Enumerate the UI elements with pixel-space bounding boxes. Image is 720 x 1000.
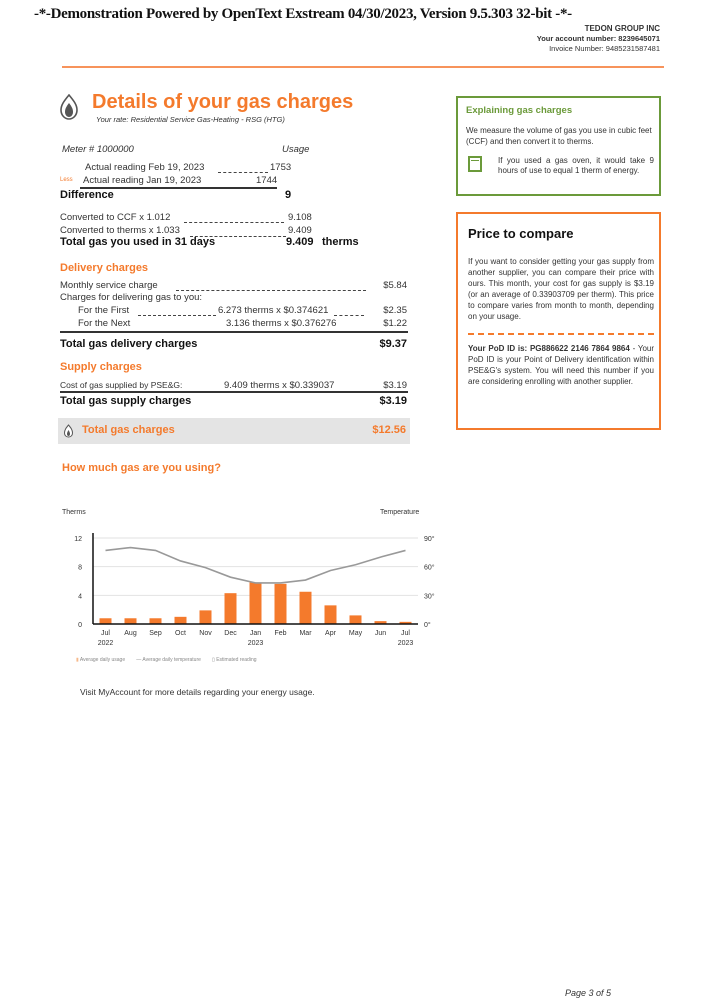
- pod-text: - Your PoD ID is your Point of Delivery identification within PSE&G's system. You will need this number if you are considering enrolling with another supplier.: [468, 344, 655, 386]
- svg-text:60°: 60°: [424, 564, 435, 572]
- svg-text:2022: 2022: [97, 640, 114, 647]
- therms-value: 9.409: [288, 225, 312, 236]
- pod-id: Your PoD ID is: PG886622 2146 7864 9864: [468, 344, 630, 353]
- svg-text:Dec: Dec: [224, 630, 237, 637]
- leader-dots: [218, 172, 268, 173]
- leader-dots: [184, 222, 284, 223]
- delivery-total-label: Total gas delivery charges: [60, 338, 198, 350]
- svg-text:12: 12: [74, 536, 82, 543]
- company-name: TEDON GROUP INC: [584, 24, 660, 33]
- reading1-value: 1753: [270, 162, 292, 173]
- supply-cost-label: Cost of gas supplied by PSE&G:: [60, 380, 183, 390]
- ccf-label: Converted to CCF x 1.012: [60, 212, 171, 223]
- supply-underline: [60, 391, 408, 393]
- total-gas-label: Total gas charges: [82, 424, 175, 436]
- temperature-axis-label: Temperature: [380, 509, 420, 516]
- svg-text:4: 4: [78, 593, 82, 601]
- reading2-value: 1744: [256, 175, 278, 186]
- price-compare-text: If you want to consider getting your gas supply from another supplier, you can compare their price with ours. This month, your cost for gas supply is $3.19 (or an average of 0.33903709 per therm). This price to compare varies from month to month, depending on your usage.: [468, 257, 654, 321]
- account-number: Your account number: 8239645071: [536, 34, 660, 43]
- page-number: Page 3 of 5: [565, 988, 612, 998]
- supply-cost-value: $3.19: [383, 380, 407, 391]
- therms-label: Converted to therms x 1.033: [60, 225, 180, 236]
- reading2-label: Actual reading Jan 19, 2023: [83, 175, 202, 186]
- delivery-underline: [60, 331, 408, 333]
- oven-text: If you used a gas oven, it would take 9 hours of use to equal 1 therm of energy.: [498, 156, 654, 175]
- dashed-divider: [468, 333, 654, 335]
- leader-dots: [138, 315, 216, 316]
- svg-text:Aug: Aug: [124, 630, 137, 637]
- svg-text:Sep: Sep: [149, 630, 162, 637]
- total-used-label: Total gas you used in 31 days: [60, 236, 216, 248]
- gas-flame-icon: [60, 94, 78, 120]
- visit-myaccount-text: Visit MyAccount for more details regarding your energy usage.: [80, 687, 315, 697]
- pod-info: [468, 343, 654, 387]
- svg-text:0°: 0°: [424, 622, 431, 629]
- delivering-label: Charges for delivering gas to you:: [60, 292, 203, 303]
- account-header: [537, 24, 660, 54]
- svg-text:Jul: Jul: [401, 630, 410, 637]
- svg-text:Jun: Jun: [374, 630, 387, 637]
- first-label: For the First: [78, 305, 130, 316]
- delivery-total-value: $9.37: [379, 338, 407, 350]
- total-used-value: 9.409: [286, 236, 314, 248]
- supply-cost-calc: 9.409 therms x $0.339037: [224, 380, 335, 391]
- demo-banner: -*-Demonstration Powered by OpenText Exstream 04/30/2023, Version 9.5.303 32-bit -*-: [34, 6, 572, 22]
- gas-flame-icon: [64, 424, 73, 438]
- header-divider: [62, 66, 664, 68]
- svg-text:0: 0: [78, 622, 82, 629]
- price-to-compare-box: [456, 212, 661, 430]
- svg-text:Feb: Feb: [274, 630, 287, 637]
- monthly-label: Monthly service charge: [60, 280, 158, 291]
- invoice-number: Invoice Number: 9485231587481: [549, 44, 660, 53]
- svg-text:30°: 30°: [424, 593, 435, 601]
- svg-text:90°: 90°: [424, 536, 435, 543]
- svg-text:2023: 2023: [397, 640, 414, 647]
- explaining-gas-charges-box: [456, 96, 661, 196]
- svg-text:May: May: [348, 630, 363, 637]
- usage-chart: [56, 525, 446, 650]
- ccf-value: 9.108: [288, 212, 312, 223]
- svg-text:Mar: Mar: [299, 630, 312, 637]
- reading1-label: Actual reading Feb 19, 2023: [85, 162, 205, 173]
- next-calc: 3.136 therms x $0.376276: [226, 318, 337, 329]
- page-title: Details of your gas charges: [92, 91, 354, 113]
- therms-axis-label: Therms: [62, 509, 86, 516]
- usage-heading: How much gas are you using?: [62, 462, 221, 474]
- less-label: Less: [60, 177, 73, 183]
- price-compare-heading: Price to compare: [468, 226, 574, 241]
- first-value: $2.35: [383, 305, 407, 316]
- svg-text:2023: 2023: [247, 640, 264, 647]
- rate-text: Your rate: Residential Service Gas-Heating - RSG (HTG): [96, 115, 285, 124]
- svg-text:Oct: Oct: [175, 630, 186, 637]
- temperature-line: [106, 548, 406, 583]
- supply-heading: Supply charges: [60, 361, 142, 373]
- usage-label: Usage: [282, 144, 310, 155]
- usage-bars: [100, 582, 412, 624]
- chart-legend: ▮ Average daily usage — Average daily temperature ▯ Estimated reading: [76, 657, 257, 663]
- next-label: For the Next: [78, 318, 131, 329]
- total-gas-value: $12.56: [372, 424, 406, 436]
- svg-text:Jan: Jan: [249, 630, 262, 637]
- supply-total-value: $3.19: [379, 395, 407, 407]
- supply-total-label: Total gas supply charges: [60, 395, 192, 407]
- difference-value: 9: [285, 189, 292, 201]
- svg-text:Apr: Apr: [325, 630, 336, 637]
- leader-dots: [176, 290, 366, 291]
- oven-icon: [468, 156, 482, 172]
- monthly-value: $5.84: [383, 280, 407, 291]
- total-used-unit: therms: [322, 236, 359, 248]
- svg-text:Nov: Nov: [199, 630, 212, 637]
- difference-label: Difference: [60, 189, 114, 201]
- total-gas-charges-bar: [58, 418, 410, 444]
- explaining-heading: Explaining gas charges: [466, 105, 573, 116]
- first-calc: 6.273 therms x $0.374621: [218, 305, 329, 316]
- meter-label: Meter # 1000000: [62, 144, 134, 155]
- delivery-heading: Delivery charges: [60, 262, 149, 274]
- explaining-text: We measure the volume of gas you use in cubic feet (CCF) and then convert it to therms.: [466, 126, 652, 146]
- svg-text:8: 8: [78, 564, 82, 572]
- next-value: $1.22: [383, 318, 407, 329]
- svg-text:Jul: Jul: [101, 630, 110, 637]
